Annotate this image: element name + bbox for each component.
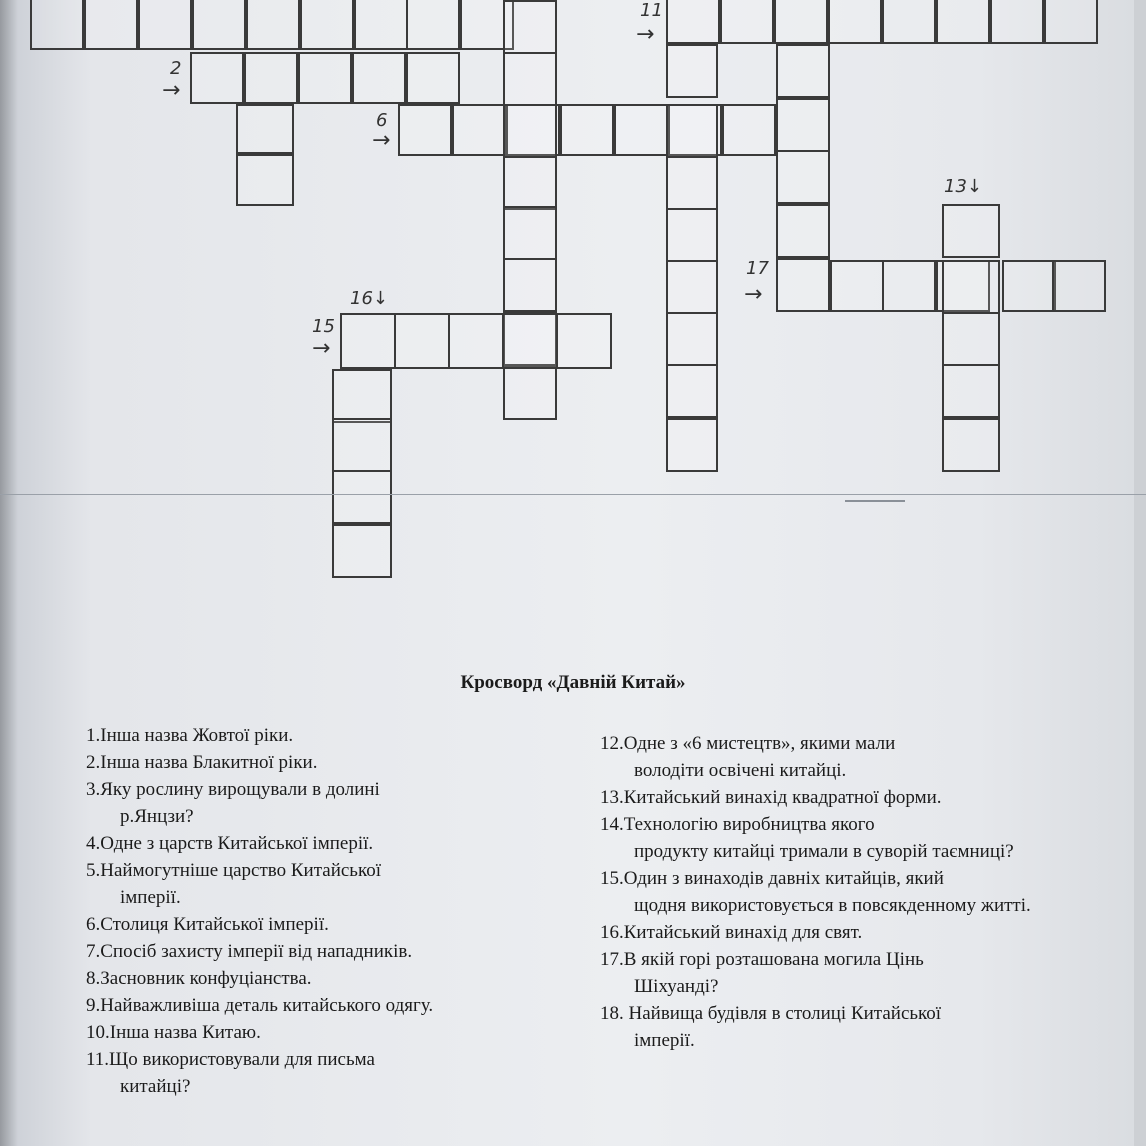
clue-continuation: китайці? xyxy=(120,1076,191,1097)
crossword-cell[interactable] xyxy=(666,104,718,158)
crossword-cell[interactable] xyxy=(192,0,246,50)
crossword-cell[interactable] xyxy=(828,0,882,44)
clue-text: 17.В якій горі розташована могила Цінь xyxy=(600,949,924,970)
crossword-cell[interactable] xyxy=(666,260,718,314)
crossword-cell[interactable] xyxy=(942,364,1000,418)
clue-text: 13.Китайський винахід квадратної форми. xyxy=(600,787,942,808)
clue-text: 8.Засновник конфуціанства. xyxy=(86,968,312,989)
clue-item xyxy=(600,811,1080,865)
clue-number-6: 6 xyxy=(376,110,388,131)
crossword-cell[interactable] xyxy=(406,52,460,104)
crossword-cell[interactable] xyxy=(614,104,668,156)
crossword-cell[interactable] xyxy=(448,313,504,369)
crossword-cell[interactable] xyxy=(722,104,776,156)
crossword-cell[interactable] xyxy=(1052,260,1106,312)
crossword-cell[interactable] xyxy=(30,0,84,50)
crossword-cell[interactable] xyxy=(942,204,1000,258)
crossword-cell[interactable] xyxy=(332,369,392,423)
crossword-cell[interactable] xyxy=(503,258,557,312)
clue-item xyxy=(600,946,1080,1000)
crossword-cell[interactable] xyxy=(990,0,1044,44)
crossword-cell[interactable] xyxy=(503,206,557,260)
crossword-cell[interactable] xyxy=(776,44,830,98)
clue-item xyxy=(86,749,556,776)
crossword-cell[interactable] xyxy=(340,313,396,369)
crossword-cell[interactable] xyxy=(236,154,294,206)
clue-text: 16.Китайський винахід для свят. xyxy=(600,922,863,943)
clue-item xyxy=(86,992,556,1019)
crossword-cell[interactable] xyxy=(503,0,557,54)
crossword-cell[interactable] xyxy=(666,156,718,210)
crossword-cell[interactable] xyxy=(942,418,1000,472)
clue-item xyxy=(86,1046,556,1100)
crossword-cell[interactable] xyxy=(503,366,557,420)
clue-item xyxy=(600,784,1080,811)
clue-item xyxy=(600,1000,1080,1054)
clue-number-13: 13↓ xyxy=(944,176,982,197)
crossword-cell[interactable] xyxy=(882,260,936,312)
clue-number-15: 15 xyxy=(312,316,335,337)
crossword-cell[interactable] xyxy=(776,258,830,312)
clue-item xyxy=(86,722,556,749)
clue-text: 4.Одне з царств Китайської імперії. xyxy=(86,833,374,854)
crossword-cell[interactable] xyxy=(452,104,506,156)
clue-text: 3.Яку рослину вирощували в долині xyxy=(86,779,380,800)
page-title: Кросворд «Давній Китай» xyxy=(460,672,686,693)
clue-number-2: 2 xyxy=(170,58,182,79)
crossword-cell[interactable] xyxy=(666,44,718,98)
crossword-cell[interactable] xyxy=(830,260,884,312)
clue-item xyxy=(600,730,1080,784)
crossword-cell[interactable] xyxy=(942,260,1000,314)
crossword-cell[interactable] xyxy=(556,313,612,369)
crossword-cell[interactable] xyxy=(666,208,718,262)
crossword-cell[interactable] xyxy=(774,0,828,44)
clue-item xyxy=(86,911,556,938)
clue-number-11: 11 xyxy=(640,0,663,21)
clue-text: 14.Технологію виробництва якого xyxy=(600,814,875,835)
crossword-cell[interactable] xyxy=(352,52,406,104)
crossword-cell[interactable] xyxy=(936,0,990,44)
crossword-cell[interactable] xyxy=(138,0,192,50)
clue-text: 9.Найважливіша деталь китайського одягу. xyxy=(86,995,434,1016)
clue-continuation: імперії. xyxy=(634,1030,695,1051)
clue-continuation: продукту китайці тримали в суворій таємниці? xyxy=(634,841,1014,862)
crossword-cell[interactable] xyxy=(298,52,352,104)
crossword-cell[interactable] xyxy=(246,0,300,50)
clue-text: 5.Наймогутніше царство Китайської xyxy=(86,860,382,881)
arrow-right-icon: → xyxy=(372,128,391,153)
crossword-cell[interactable] xyxy=(300,0,354,50)
page-shadow xyxy=(0,0,18,1146)
crossword-cell[interactable] xyxy=(666,418,718,472)
clue-continuation: володіти освічені китайці. xyxy=(634,760,847,781)
clue-item xyxy=(600,919,1080,946)
clue-item xyxy=(86,857,556,911)
crossword-cell[interactable] xyxy=(332,418,392,472)
crossword-cell[interactable] xyxy=(332,524,392,578)
arrow-right-icon: → xyxy=(744,282,763,307)
crossword-cell[interactable] xyxy=(666,0,720,44)
clue-text: 1.Інша назва Жовтої ріки. xyxy=(86,725,294,746)
arrow-right-icon: → xyxy=(162,78,181,103)
crossword-cell[interactable] xyxy=(560,104,614,156)
crossword-cell[interactable] xyxy=(406,0,460,50)
clue-number-17: 17 xyxy=(746,258,769,279)
page-edge xyxy=(1134,0,1146,1146)
clue-text: 12.Одне з «6 мистецтв», якими мали xyxy=(600,733,896,754)
clue-text: 10.Інша назва Китаю. xyxy=(86,1022,261,1043)
crossword-cell[interactable] xyxy=(1044,0,1098,44)
crossword-cell[interactable] xyxy=(942,312,1000,366)
clue-text: 2.Інша назва Блакитної ріки. xyxy=(86,752,318,773)
crossword-cell[interactable] xyxy=(1002,260,1056,312)
clue-item xyxy=(86,1019,556,1046)
crossword-cell[interactable] xyxy=(84,0,138,50)
clue-continuation: Шіхуанді? xyxy=(634,976,719,997)
arrow-right-icon: → xyxy=(636,22,655,47)
clue-text: 6.Столиця Китайської імперії. xyxy=(86,914,329,935)
crossword-cell[interactable] xyxy=(666,364,718,418)
clue-continuation: імперії. xyxy=(120,887,181,908)
clues-right-column xyxy=(600,730,1080,1054)
clues-left-column xyxy=(86,722,556,1100)
clue-continuation: р.Янцзи? xyxy=(120,806,194,827)
clue-text: 11.Що використовували для письма xyxy=(86,1049,375,1070)
crossword-cell[interactable] xyxy=(776,204,830,258)
crossword-cell[interactable] xyxy=(776,150,830,204)
crossword-cell[interactable] xyxy=(503,104,557,158)
crossword-cell[interactable] xyxy=(720,0,774,44)
crossword-cell[interactable] xyxy=(398,104,452,156)
crossword-cell[interactable] xyxy=(332,470,392,524)
clue-text: 15.Один з винаходів давніх китайців, який xyxy=(600,868,944,889)
crossword-cell[interactable] xyxy=(776,98,830,152)
clue-item xyxy=(86,965,556,992)
clue-text: 18. Найвища будівля в столиці Китайської xyxy=(600,1003,942,1024)
crossword-cell[interactable] xyxy=(236,104,294,154)
crossword-cell[interactable] xyxy=(503,156,557,210)
clue-item xyxy=(86,776,556,830)
pencil-mark xyxy=(845,500,905,502)
clue-continuation: щодня використовується в повсякденному житті. xyxy=(634,895,1031,916)
fold-line xyxy=(0,494,1146,495)
crossword-cell[interactable] xyxy=(190,52,244,104)
crossword-cell[interactable] xyxy=(882,0,936,44)
clue-text: 7.Спосіб захисту імперії від нападників. xyxy=(86,941,413,962)
crossword-cell[interactable] xyxy=(502,313,558,369)
clue-item xyxy=(86,938,556,965)
clue-number-16: 16↓ xyxy=(350,288,388,309)
crossword-cell[interactable] xyxy=(354,0,408,50)
crossword-cell[interactable] xyxy=(244,52,298,104)
clue-item xyxy=(86,830,556,857)
crossword-cell[interactable] xyxy=(666,312,718,366)
crossword-cell[interactable] xyxy=(503,52,557,106)
clue-item xyxy=(600,865,1080,919)
arrow-right-icon: → xyxy=(312,336,331,361)
crossword-cell[interactable] xyxy=(394,313,450,369)
